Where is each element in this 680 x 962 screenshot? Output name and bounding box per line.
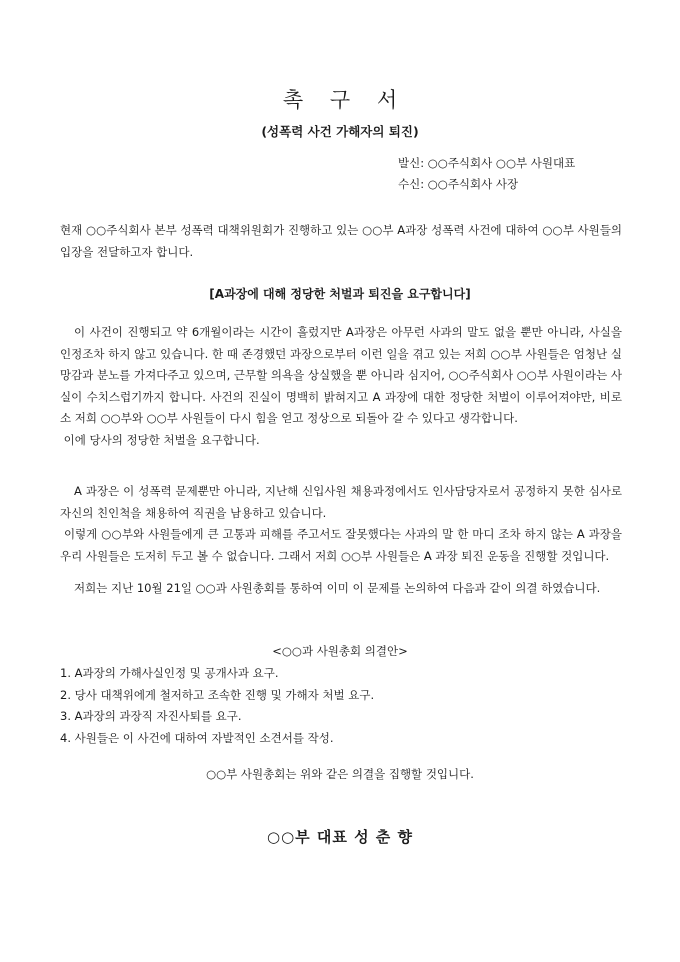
body-paragraph-2-text: A 과장은 이 성폭력 문제뿐만 아니라, 지난해 신입사원 채용과정에서도 인사담당자로서 공정하지 못한 심사로 자신의 친인척을 채용하여 직권을 남용하고 있습니다. xyxy=(60,484,622,520)
document-subtitle: (성폭력 사건 가해자의 퇴진) xyxy=(261,124,419,139)
body-paragraph-1b-text: 이에 당사의 정당한 처벌을 요구합니다. xyxy=(63,432,260,447)
body-paragraph-2 xyxy=(60,481,622,567)
document-title: 촉 구 서 xyxy=(282,88,408,112)
intro-paragraph: 현재 ○○주식회사 본부 성폭력 대책위원회가 진행하고 있는 ○○부 A과장 성폭력 사건에 대하여 ○○부 사원들의 입장을 전달하고자 합니다. xyxy=(60,223,622,259)
resolution-item: 1. A과장의 가해사실인정 및 공개사과 요구. xyxy=(60,666,279,680)
body-paragraph-2-main xyxy=(60,481,622,524)
section-heading: [A과장에 대해 정당한 처벌과 퇴진을 요구합니다] xyxy=(209,287,471,301)
signature-line: ○○부 대표 성 춘 향 xyxy=(266,828,413,846)
body-paragraph-2-followup xyxy=(60,524,622,567)
sender-line: 발신: ○○주식회사 ○○부 사원대표 xyxy=(398,156,576,170)
resolution-item: 4. 사원들은 이 사건에 대하여 자발적인 소견서를 작성. xyxy=(60,730,334,745)
body-paragraph-1-demand xyxy=(60,430,622,452)
body-paragraph-1 xyxy=(60,322,622,452)
resolution-item: 3. A과장의 과장직 자진사퇴를 요구. xyxy=(60,709,242,724)
resolution-title: <○○과 사원총회 의결안> xyxy=(272,644,408,658)
resolution-list xyxy=(60,663,622,749)
body-paragraph-1-main xyxy=(60,322,622,430)
recipient-line: 수신: ○○주식회사 사장 xyxy=(398,177,519,191)
body-paragraph-1-text: 이 사건이 진행되고 약 6개월이라는 시간이 흘렀지만 A과장은 아무런 사과의 말도 없을 뿐만 아니라, 사실을 인정조차 하지 않고 있습니다. 한 때 존경했던 과장으로부터 이런 일을 겪고 있는 저희 ○○부 사원들은 엄청난 실망감과 분노를 가져다주고 있으며, 근무할 의욕을 상실했을 뿐 아니라 심지어, ○○주식회사 ○○부 사원이라는 사실이 수치스럽기까지 합니다. 사건의 진실이 명백히 밝혀지고 A 과장에 대한 정당한 처벌이 이루어져야만, 비로소 저희 ○○부와 ○○부 사원들이 다시 힘을 얻고 정상으로 되돌아 갈 수 있다고 생각합니다. xyxy=(60,325,622,426)
body-paragraph-2b-text: 이렇게 ○○부와 사원들에게 큰 고통과 피해를 주고서도 잘못했다는 사과의 말 한 마디 조차 하지 않는 A 과장을 우리 사원들은 도저히 두고 볼 수 없습니다. 그래서 저희 ○○부 사원들은 A 과장 퇴진 운동을 진행할 것입니다. xyxy=(60,527,622,563)
resolution-item: 2. 당사 대책위에게 철저하고 조속한 진행 및 가해자 처벌 요구. xyxy=(60,687,375,702)
closing-statement: ○○부 사원총회는 위와 같은 의결을 집행할 것입니다. xyxy=(206,767,474,781)
body-paragraph-3 xyxy=(60,578,622,600)
body-paragraph-3-text: 저희는 지난 10월 21일 ○○과 사원총회를 통하여 이미 이 문제를 논의하여 다음과 같이 의결 하였습니다. xyxy=(74,581,601,595)
